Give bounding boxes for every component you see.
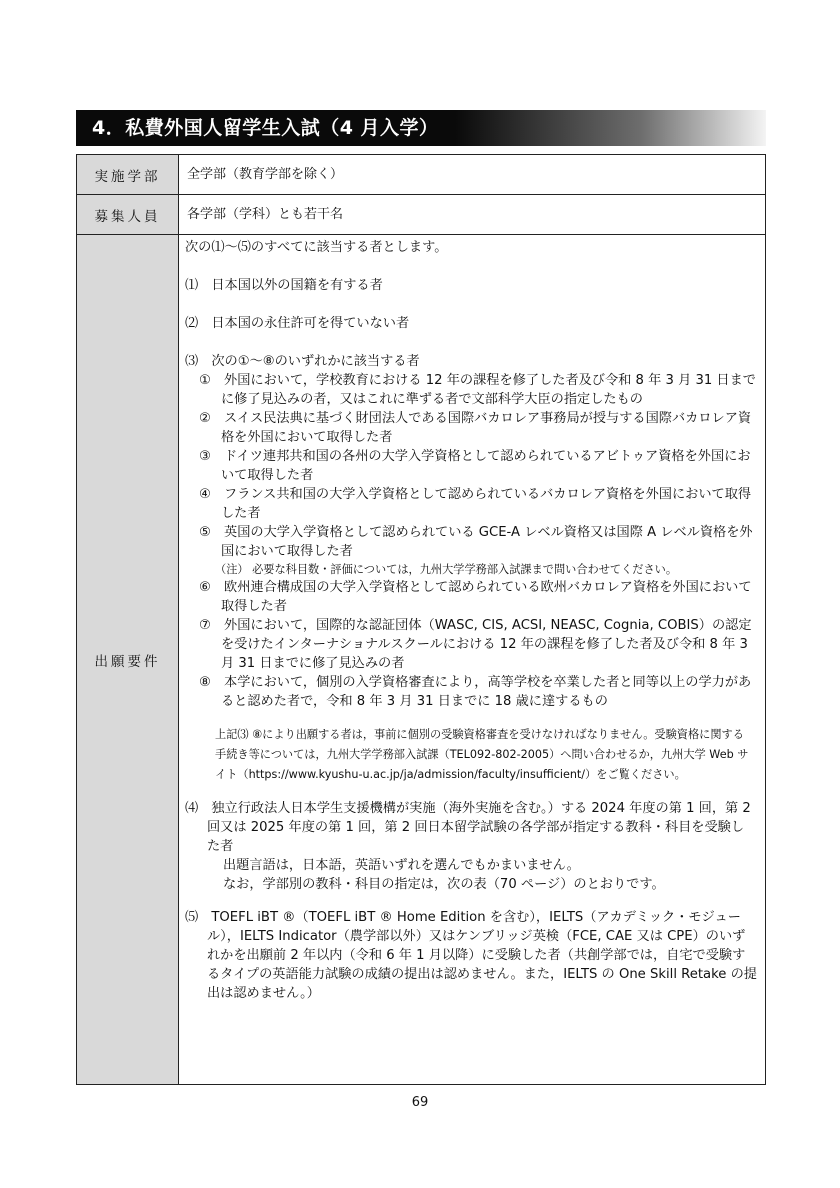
eligibility-sub-8: ⑧ 本学において，個別の入学資格審査により，高等学校を卒業した者と同等以上の学力があると認めた者で，令和 8 年 3 月 31 日までに 18 歳に達するもの (199, 675, 752, 709)
eligibility-sub-2: ② スイス民法典に基づく財団法人である国際バカロレア事務局が授与する国際バカロレア資格を外国において取得した者 (199, 411, 752, 445)
eligibility-note-8: 上記⑶ ⑧により出願する者は，事前に個別の受験資格審査を受けなければなりません。受験資格に関する手続き等については，九州大学学務部入試課（TEL092-802-2005）へ問い合わせるか，九州大学 Web サイト（https://www.kyushu-u.ac.jp/ja/admission/faculty/insufficient/）をご覧ください。 (215, 728, 749, 781)
eligibility-sub-1: ① 外国において，学校教育における 12 年の課程を修了した者及び令和 8 年 3 月 31 日までに修了見込みの者，又はこれに準ずる者で文部科学大臣の指定したもの (199, 373, 756, 407)
value-quota: 各学部（学科）とも若干名 (179, 195, 766, 235)
requirements-table (76, 154, 766, 1085)
value-faculty: 全学部（教育学部を除く） (179, 155, 766, 195)
table-row-faculty (77, 155, 766, 195)
label-faculty: 実施学部 (77, 155, 179, 195)
eligibility-item-3: ⑶ 次の①～⑧のいずれかに該当する者 (185, 354, 420, 369)
eligibility-intro: 次の⑴～⑸のすべてに該当する者とします。 (185, 240, 448, 255)
eligibility-item-1: ⑴ 日本国以外の国籍を有する者 (185, 278, 383, 293)
eligibility-sub-6: ⑥ 欧州連合構成国の大学入学資格として認められている欧州バカロレア資格を外国において取得した者 (199, 580, 752, 614)
page-number: 69 (411, 1095, 429, 1110)
eligibility-sub-5: ⑤ 英国の大学入学資格として認められている GCE-A レベル資格又は国際 A レベル資格を外国において取得した者 (199, 525, 753, 559)
eligibility-sub-4: ④ フランス共和国の大学入学資格として認められているバカロレア資格を外国において取得した者 (199, 487, 752, 521)
eligibility-item-2: ⑵ 日本国の永住許可を得ていない者 (185, 316, 410, 331)
label-quota: 募集人員 (77, 195, 179, 235)
eligibility-item-4-line-1: 出題言語は，日本語，英語いずれを選んでもかまいません。 (223, 858, 580, 873)
section-title: 4．私費外国人留学生入試（4 月入学） (76, 110, 766, 146)
eligibility-sub-5-note: （注） 必要な科目数・評価については，九州大学学務部入試課まで問い合わせてください。 (215, 563, 678, 576)
eligibility-sub-7: ⑦ 外国において，国際的な認証団体（WASC, CIS, ACSI, NEASC, Cognia, COBIS）の認定を受けたインターナショナルスクールにおける 12 年の課程を修了した者及び令和 8 年 3 月 31 日までに修了見込みの者 (199, 618, 752, 671)
eligibility-sub-3: ③ ドイツ連邦共和国の各州の大学入学資格として認められているアビトゥア資格を外国において取得した者 (199, 449, 751, 483)
eligibility-item-4: ⑷ 独立行政法人日本学生支援機構が実施（海外実施を含む。）する 2024 年度の第 1 回，第 2 回又は 2025 年度の第 1 回，第 2 回日本留学試験の各学部が指定する教科・科目を受験した者 (185, 801, 751, 854)
table-row-eligibility (77, 235, 766, 1085)
eligibility-item-5: ⑸ TOEFL iBT ®（TOEFL iBT ® Home Edition を含む），IELTS（アカデミック・モジュール），IELTS Indicator（農学部以外）又はケンブリッジ英検（FCE, CAE 又は CPE）のいずれかを出願前 2 年以内（令和 6 年 1 月以降）に受験した者（共創学部では，自宅で受験するタイプの英語能力試験の成績の提出は認めません。また，IELTS の One Skill Retake の提出は認めません。） (185, 910, 757, 1001)
eligibility-item-4-line-2: なお，学部別の教科・科目の指定は，次の表（70 ページ）のとおりです。 (223, 877, 665, 892)
eligibility-content (179, 235, 766, 1085)
table-row-quota (77, 195, 766, 235)
label-eligibility: 出願要件 (77, 235, 179, 1085)
